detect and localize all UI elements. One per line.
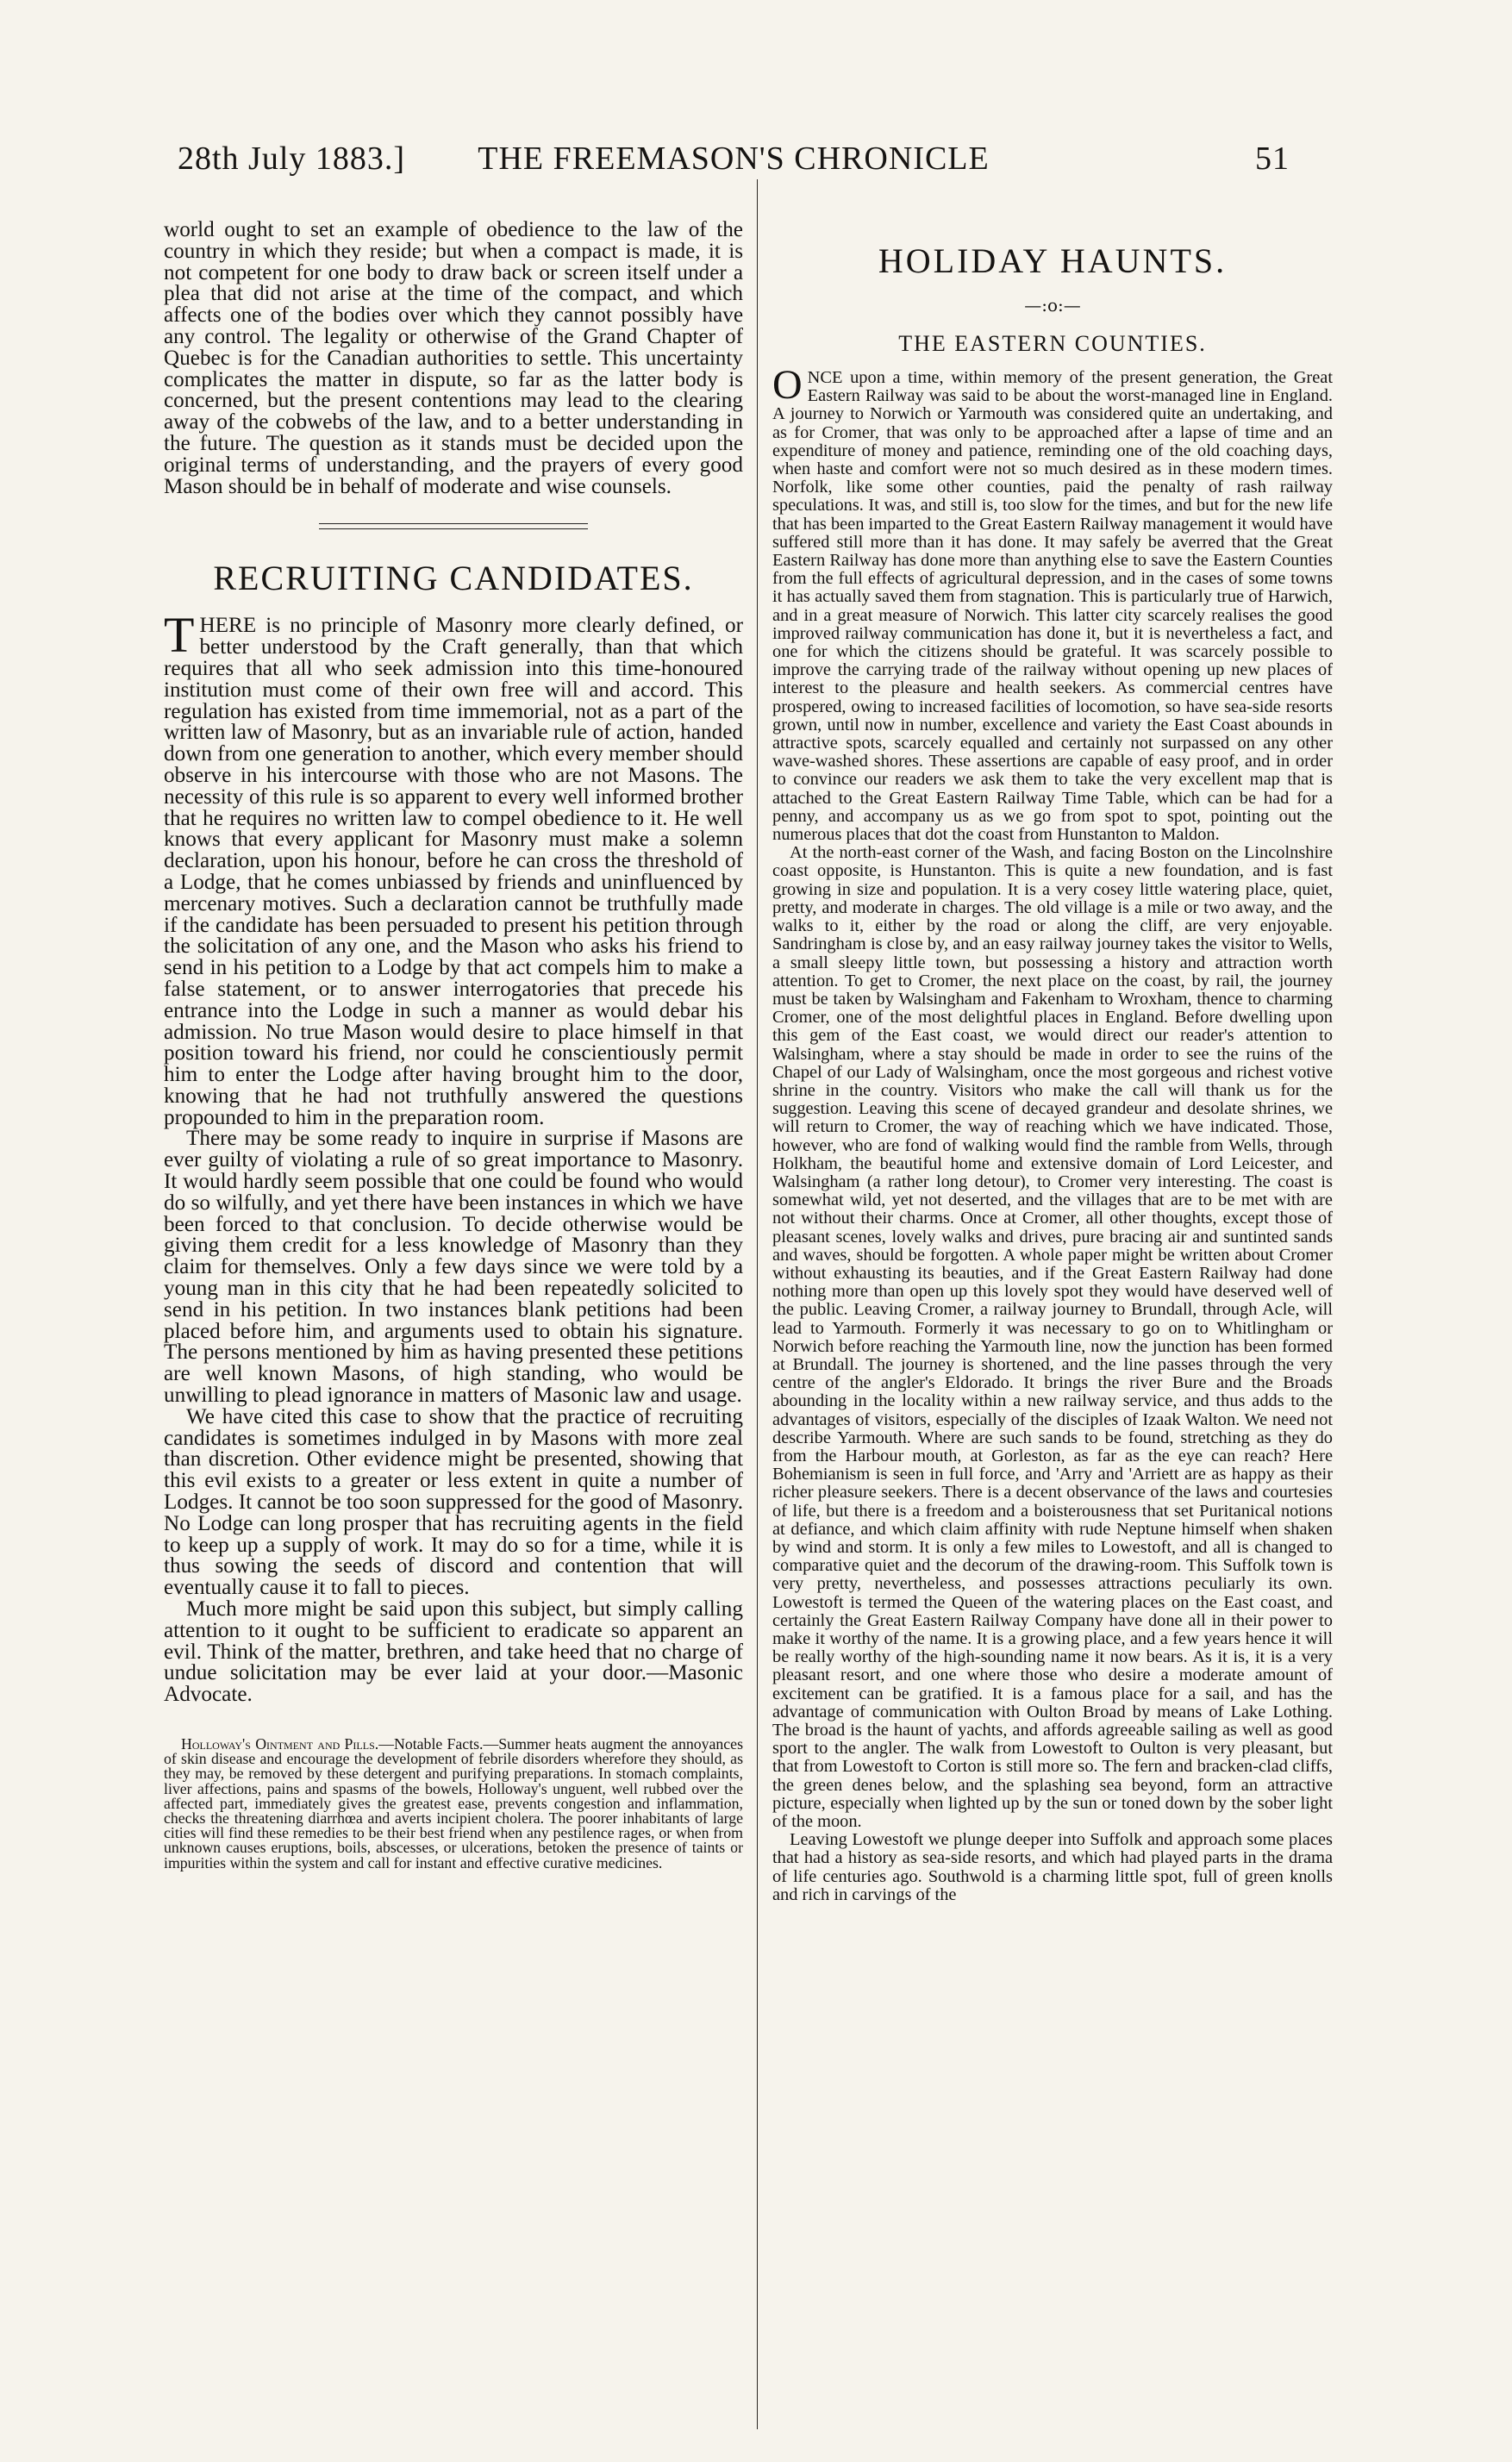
article-title-holiday-haunts: HOLIDAY HAUNTS. <box>878 241 1228 280</box>
drop-cap: O <box>772 362 803 408</box>
article-paragraph: Leaving Lowestoft we plunge deeper into Suffolk and approach some places that had a history as sea-side resorts, and which had played parts in the drama of life centuries ago. Southwold is a charming little spot, full of green knolls and rich in carvings of the <box>772 1830 1333 1904</box>
notice-heading: Holloway's Ointment and Pills. <box>181 1735 379 1753</box>
article-paragraph: At the north-east corner of the Wash, and facing Boston on the Lincolnshire coast opposite, is Hunstanton. This is quite a new foundation, and is fast growing in size and population. It is a very cosey little watering place, quiet, pretty, and moderate in charges. The old village is a mile or two away, and the walks to it, either by the road or along the cliff, are very enjoyable. Sandringham is close by, and an easy railway journey takes the visitor to Wells, a small sleepy little town, but possessing a history and attraction worth attention. To get to Cromer, the next place on the coast, by rail, the journey must be taken by Walsingham and Fakenham to Wroxham, thence to charming Cromer, one of the most delightful places in England. Before dwelling upon this gem of the East coast, we would direct our reader's attention to Walsingham, where a stay should be made in order to see the ruins of the Chapel of our Lady of Walsingham, once the most gorgeous and richest votive shrine in the country. Visitors who make the call will thank us for the suggestion. Leaving this scene of decayed grandeur and desolate shrines, we will return to Cromer, the way of reaching which we have indicated. Those, however, who are fond of walking would find the ramble from Wells, through Holkham, the beautiful home and extensive domain of Lord Leicester, and Walsingham (a rather long detour), to Cromer very interesting. The coast is somewhat wild, yet not deserted, and the villages that are to be met with are not without their charms. Once at Cromer, all other thoughts, except those of pleasant scenes, lovely walks and drives, pure bracing air and suntinted sands and waves, should be forgotten. A whole paper might be written about Cromer without exhausting its beauties, and if the Great Eastern Railway had done nothing more than open up this lovely spot they would have deserved well of the public. Leaving Cromer, a railway journey to Brundall, through Acle, will lead to Yarmouth. Formerly it was necessary to go on to Whitlingham or Norwich before reaching the Yarmouth line, now the junction has been formed at Brundall. The journey is shortened, and the line passes through the very centre of the angler's Eldorado. It brings the river Bure and the Broads abounding in the locality within a new railway service, and thus adds to the advantages of visitors, especially of the disciples of Izaak Walton. We need not describe Yarmouth. Where are such sands to be found, stretching as they do from the Harbour mouth, at Gorleston, as far as the eye can reach? Here Bohemianism is seen in full force, and 'Arry and 'Arriett are as happy as their richer pleasure seekers. There is a decent observance of the laws and courtesies of life, but there is a freedom and a boisterousness that set Puritanical notions at defiance, and which claim affinity with rude Neptune himself when shaken by wind and storm. It is only a few miles to Lowestoft, and all is changed to comparative quiet and the decorum of the drawing-room. This Suffolk town is very pretty, nevertheless, and possesses attractions peculiarly its own. Lowestoft is termed the Queen of the watering places on the East coast, and certainly the Great Eastern Railway Company have done all in their power to make it worthy of the name. It is a growing place, and a few years hence it will be really worthy of the high-sounding name it now bears. As it is, it is a very pleasant resort, and one where those who desire a moderate amount of excitement can be gratified. It is a famous place for a sail, and has the advantage of communication with Oulton Broad by means of Lake Lothing. The broad is the haunt of yachts, and affords agreeable sailing as well as good sport to the angler. The walk from Lowestoft to Oulton is very pleasant, but that from Lowestoft to Corton is still more so. The fern and bracken-clad cliffs, the green denes below, and the splashing sea beyond, form an attractive picture, especially when lighted up by the sun or toned down by the sober light of the moon. <box>772 843 1333 1832</box>
column-rule <box>757 179 758 2429</box>
article-subtitle: THE EASTERN COUNTIES. <box>898 331 1207 356</box>
page-number: 51 <box>1255 141 1290 177</box>
article-separator <box>164 520 743 534</box>
publication-title: THE FREEMASON'S CHRONICLE <box>478 141 990 177</box>
right-column <box>772 220 1333 2427</box>
article-title-recruiting: RECRUITING CANDIDATES. <box>213 559 694 598</box>
article-paragraph <box>772 362 1333 845</box>
left-column <box>164 220 743 2358</box>
article-paragraph: Much more might be said upon this subject, but simply calling attention to it ought to be sufficient to eradicate so apparent an evil. Think of the matter, brethren, and take heed that no charge of undue solicitation may be ever laid at your door.—Masonic Advocate. <box>164 1597 743 1707</box>
notice-body: —Notable Facts.—Summer heats augment the annoyances of skin disease and encourage the development of febrile disorders wherefore they should, as they may, be removed by these detergent and purifying preparations. In stomach complaints, liver affections, pains and spasms of the bowels, Holloway's unguent, well rubbed over the affected part, immediately gives the greatest ease, prevents congestion and inflammation, checks the threatening diarrhœa and averts incipient cholera. The poorer inhabitants of large cities will find these remedies to be their best friend when any pestilence rages, or when from unknown causes eruptions, boils, abscesses, or ulcerations, betoken the presence of taints or impurities within the system and call for instant and effective curative medicines. <box>164 1735 743 1871</box>
article-paragraph-text: HERE is no principle of Masonry more clearly defined, or better understood by the Craft generally, than that which requires that all who seek admission into this time-honoured institution must come of their own free will and accord. This regulation has existed from time immemorial, not as a part of the written law of Masonry, but as an invariable rule of action, handed down from one generation to another, which every member should observe in his intercourse with those who are not Masons. The necessity of this rule is so apparent to every well informed brother that he requires no written law to compel obedience to it. He well knows that every applicant for Masonry must make a solemn declaration, upon his honour, before he can cross the threshold of a Lodge, that he comes unbiassed by friends and uninfluenced by mercenary motives. Such a declaration cannot be truthfully made if the candidate has been persuaded to present his petition through the solicitation of any one, and the Mason who asks his friend to send in his petition to a Lodge by that act compels him to make a false statement, or to answer interrogatories that precede his entrance into the Lodge in such a manner as would debar his admission. No true Mason would desire to place himself in that position toward his friend, nor could he conscientiously permit him to enter the Lodge after having brought him to the door, knowing that he had not truthfully answered the questions propounded to him in the preparation room. <box>164 614 743 1129</box>
issue-date: 28th July 1883.] <box>178 141 406 177</box>
continuation-paragraph: world ought to set an example of obedience to the law of the country in which they reside; but when a compact is made, it is not competent for one body to draw back or screen itself under a plea that did not arise at the time of the compact, and which affects one of the bodies over which they cannot possibly have any control. The legality or otherwise of the Grand Chapter of Quebec is for the Canadian authorities to settle. This uncertainty complicates the matter in dispute, so far as the latter body is concerned, but the present contentions may lead to the clearing away of the cobwebs of the law, and to a better understanding in the future. The question as it stands must be decided upon the original terms of understanding, and the prayers of every good Mason should be in behalf of moderate and wise counsels. <box>164 220 743 498</box>
advertisement-notice <box>164 1737 743 1871</box>
article-paragraph-text: NCE upon a time, within memory of the present generation, the Great Eastern Railway was said to be about the worst-managed line in England. A journey to Norwich or Yarmouth was considered quite an undertaking, and as for Cromer, that was only to be approached after a lapse of time and an expenditure of money and patience, reminding one of the old coaching days, when haste and comfort were not so much desired as in these modern times. Norfolk, like some other counties, paid the penalty of rash railway speculations. It was, and still is, too slow for the times, and but for the new life that has been imparted to the Great Eastern Railway management it would have suffered still more than it has done. It may safely be averred that the Great Eastern Railway has done more than anything else to save the Eastern Counties from the full effects of agricultural depression, and in the cases of some towns it has actually saved them from stagnation. This is particularly true of Harwich, and in a great measure of Norwich. This latter city scarcely realises the good improved railway communication has done it, but it is nevertheless a fact, and one for which the citizens should be grateful. It was scarcely possible to improve the carrying trade of the railway without opening up new places of interest to the pleasure and health seekers. As commercial centres have prospered, owing to increased facilities of locomotion, so have sea-side resorts grown, until now in number, excellence and variety the East Coast abounds in attractive spots, scarcely equalled and certainly not surpassed on any other wave-washed shores. These assertions are capable of easy proof, and in order to convince our readers we ask them to take the very excellent map that is attached to the Great Eastern Railway Time Table, which can be had for a penny, and accompany us as we go from spot to spot, pointing out the numerous places that dot the coast from Hunstanton to Maldon. <box>772 368 1333 845</box>
article-paragraph: We have cited this case to show that the practice of recruiting candidates is sometimes indulged in by Masons with more zeal than discretion. Other evidence might be presented, showing that this evil exists to a greater or less extent in quite a number of Lodges. It cannot be too soon suppressed for the good of Masonry. No Lodge can long prosper that has recruiting agents in the field to keep up a supply of work. It may do so for a time, while it is thus sowing the seeds of discord and contention that will eventually cause it to fall to pieces. <box>164 1404 743 1600</box>
article-paragraph <box>164 607 743 1129</box>
drop-cap: T <box>164 607 195 664</box>
article-paragraph: There may be some ready to inquire in surprise if Masons are ever guilty of violating a rule of so great importance to Masonry. It would hardly seem possible that one could be found who would do so wilfully, and yet there have been instances in which we have been forced to that conclusion. To decide otherwise would be giving them credit for a less knowledge of Masonry than they claim for themselves. Only a few days since we were told by a young man in this city that he had been repeatedly solicited to send in his petition. In two instances blank petitions had been placed before him, and arguments used to obtain his signature. The persons mentioned by him as having presented these petitions are well known Masons, of high standing, who would be unwilling to plead ignorance in matters of Masonic law and usage. <box>164 1127 743 1408</box>
notice-paragraph <box>164 1737 743 1871</box>
title-ornament: —:o:— <box>1024 295 1081 316</box>
page-header <box>178 136 1290 188</box>
